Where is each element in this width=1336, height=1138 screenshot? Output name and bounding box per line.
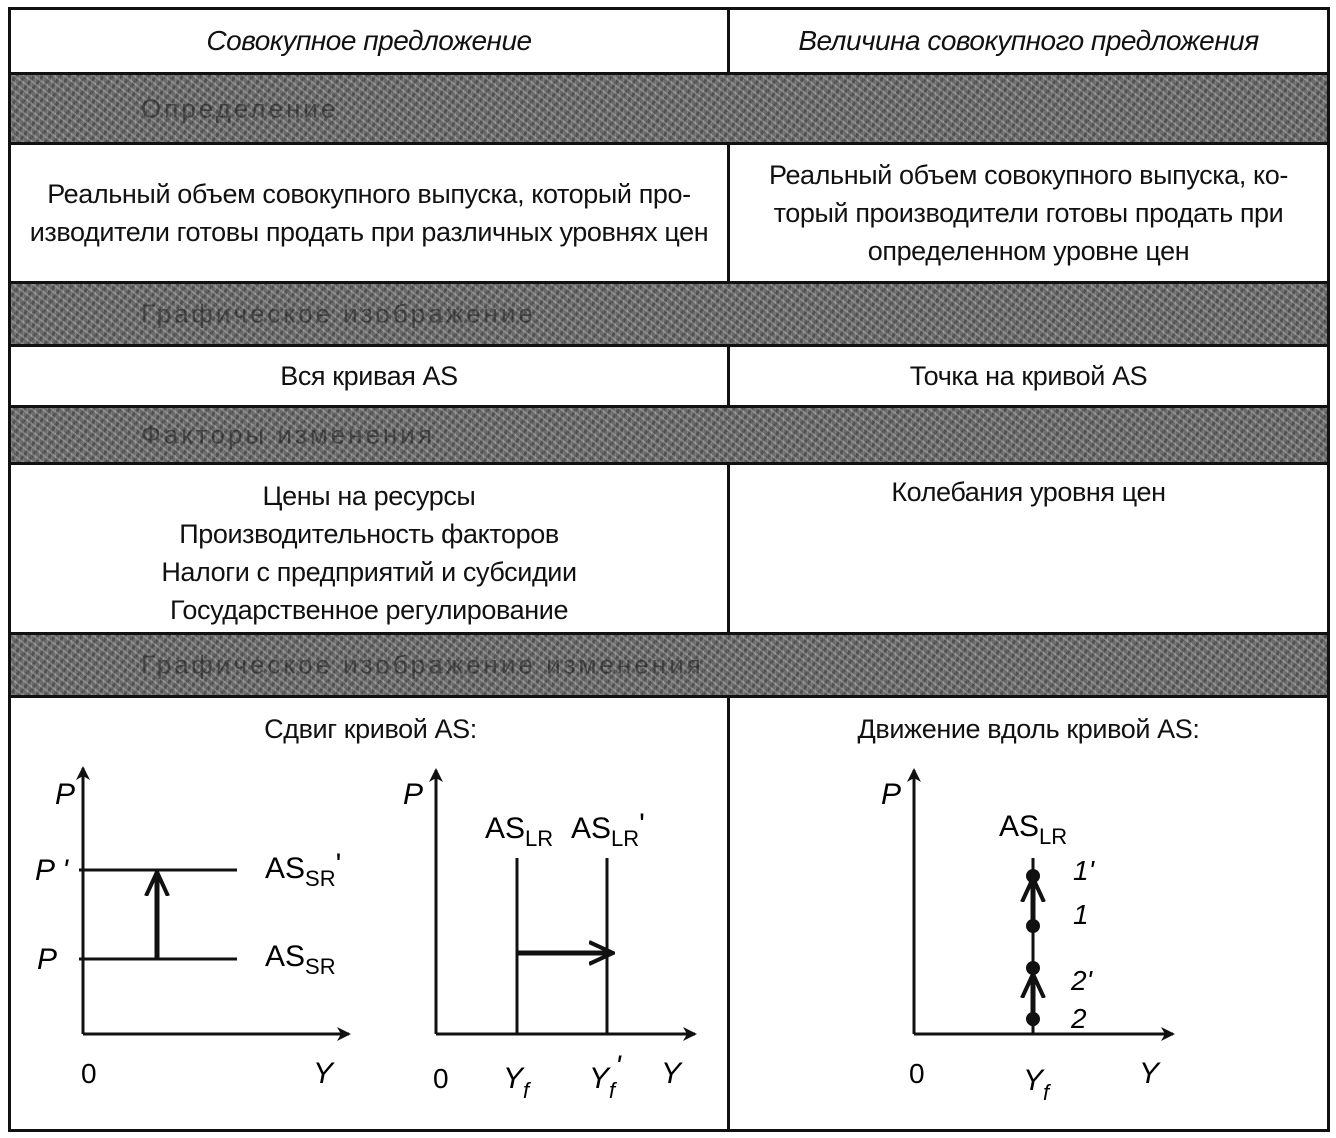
x-tick-yf: $Y_f$ [1023, 1064, 1050, 1105]
representation-left: Вся кривая AS [11, 347, 730, 405]
x-axis-label: Y [661, 1057, 682, 1090]
point-label: 2 [1071, 1003, 1087, 1034]
factors-right: Колебания уровня цен [891, 477, 1166, 507]
curve-label-upper: $AS_{SR}'$ [265, 848, 342, 891]
p-prime-label: P ' [35, 854, 68, 887]
comparison-table [8, 7, 1330, 1132]
representation-right: Точка на кривой AS [909, 361, 1148, 391]
graph-shift-lr [403, 770, 695, 1103]
graph-title-movement: Движение вдоль кривой AS: [857, 714, 1200, 744]
section-band-graph-of-change [11, 635, 1327, 698]
representation-row [11, 347, 1327, 408]
x-axis-label: Y [313, 1057, 334, 1090]
point-1 [1026, 919, 1040, 933]
origin-label: 0 [81, 1058, 97, 1089]
factors-row [11, 465, 1327, 635]
point-label: 1 [1073, 899, 1089, 930]
factor-item: Цены на ресурсы [262, 481, 476, 511]
point-2-prime [1026, 961, 1040, 975]
x-tick-yf-prime: $Y_f'$ [589, 1050, 621, 1103]
p-label: P [37, 943, 58, 976]
graph-title-shift: Сдвиг кривой AS: [264, 714, 477, 744]
definition-left: Реальный объем совокупного выпуска, который про-изводители готовы продать при различных уровнях цен [11, 145, 730, 281]
section-band-definition [11, 75, 1327, 145]
point-label: 2' [1071, 965, 1092, 996]
factor-item: Производительность факторов [179, 519, 559, 549]
header-left: Совокупное предложение [11, 10, 730, 72]
graph-shift-sr [35, 768, 349, 1090]
section-label: Определение [141, 93, 339, 123]
origin-label: 0 [909, 1058, 925, 1089]
y-axis-label: P [881, 778, 902, 811]
header-row [11, 10, 1327, 75]
y-axis-label: P [55, 778, 76, 811]
point-label: 1' [1073, 855, 1094, 886]
x-axis-label: Y [1139, 1057, 1160, 1090]
factors-left [11, 465, 730, 632]
section-label: Графическое изображение изменения [141, 649, 704, 680]
graphs-svg [11, 698, 1327, 1129]
origin-label: 0 [433, 1063, 449, 1094]
definition-right: Реальный объем совокупного выпуска, ко-торый производители готовы продать при определенном уровне цен [769, 160, 1288, 266]
section-label: Факторы изменения [141, 419, 435, 450]
curve-label-lower: $AS_{SR}$ [265, 940, 336, 979]
graph-movement-lr [881, 770, 1173, 1105]
factor-item: Государственное регулирование [169, 595, 569, 625]
graphs-row [11, 698, 1327, 1129]
point-1-prime [1026, 869, 1040, 883]
section-band-graph-representation [11, 284, 1327, 347]
curve-label-lr: $AS_{LR}$ [485, 812, 554, 851]
header-right: Величина совокупного предложения [798, 25, 1259, 56]
curve-label-lr: $AS_{LR}$ [999, 810, 1068, 849]
factor-item: Налоги с предприятий и субсидии [161, 557, 577, 587]
curve-label-lr-prime: $AS_{LR}'$ [571, 808, 645, 851]
section-label: Графическое изображение [141, 298, 536, 329]
y-axis-label: P [403, 778, 424, 811]
x-tick-yf: $Y_f$ [503, 1062, 530, 1103]
point-2 [1026, 1012, 1040, 1026]
definition-row [11, 145, 1327, 284]
section-band-factors [11, 408, 1327, 465]
